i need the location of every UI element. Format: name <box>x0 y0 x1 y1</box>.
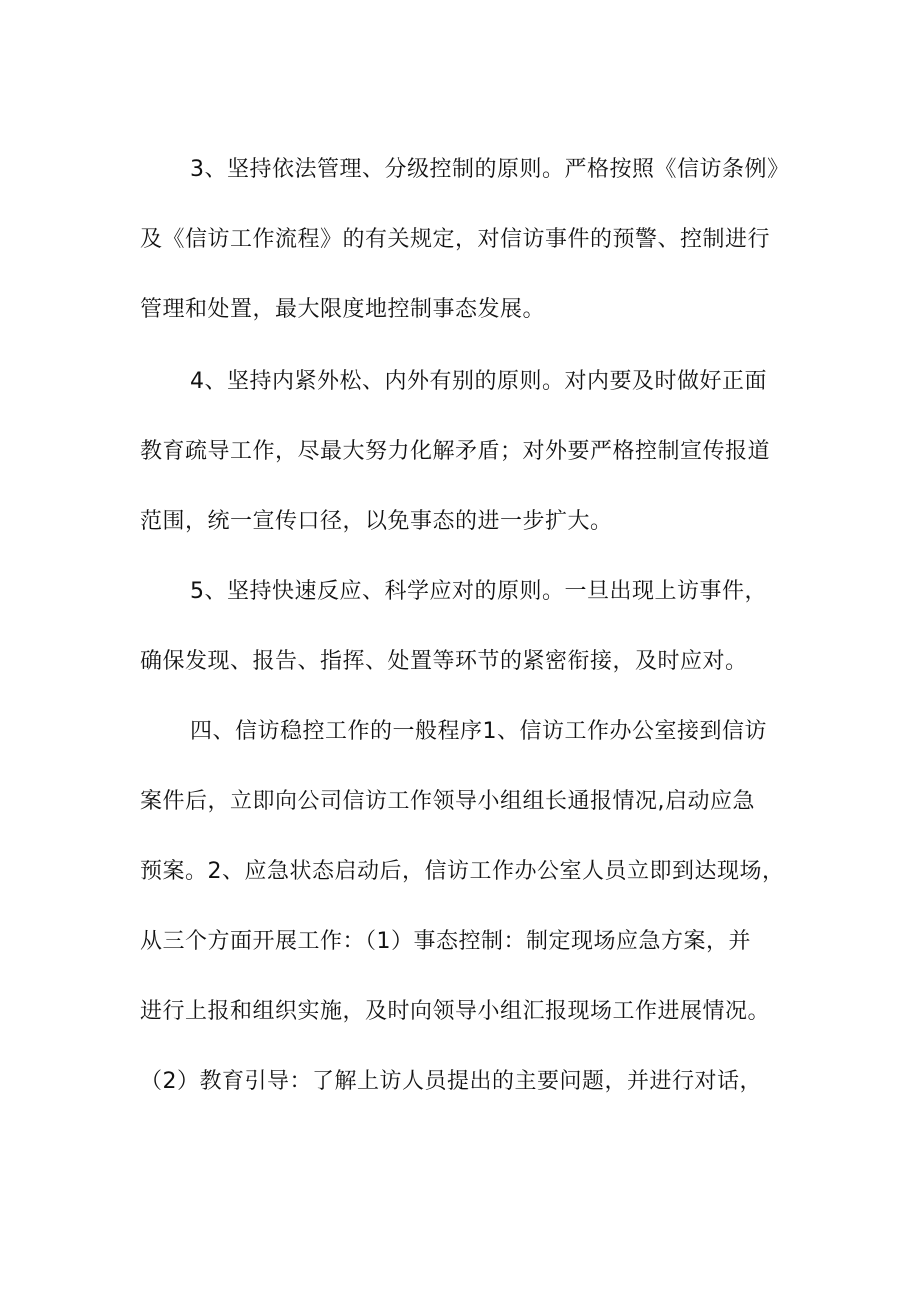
paragraph-4-line-4 <box>0 922 920 962</box>
paragraph-4-line-5-text: 进行上报和组织实施，及时向领导小组汇报现场工作进展情况。 <box>140 999 771 1024</box>
paragraph-1-line-3-text: 管理和处置，最大限度地控制事态发展。 <box>140 297 546 322</box>
paragraph-4-line-1-text: 四、信访稳控工作的一般程序1、信访工作办公室接到信访 <box>190 719 767 744</box>
paragraph-1-line-2 <box>0 220 920 260</box>
paragraph-3-line-2 <box>0 642 920 682</box>
paragraph-2-line-2 <box>0 432 920 472</box>
paragraph-4-line-1 <box>0 712 920 752</box>
paragraph-2-line-3-text: 范围，统一宣传口径，以免事态的进一步扩大。 <box>140 509 613 534</box>
paragraph-2-line-1-text: 4、坚持内紧外松、内外有别的原则。对内要及时做好正面 <box>190 369 767 394</box>
paragraph-4-line-6 <box>0 1062 920 1102</box>
paragraph-1-line-1 <box>0 150 920 190</box>
paragraph-3-line-2-text: 确保发现、报告、指挥、处置等环节的紧密衔接，及时应对。 <box>140 649 748 674</box>
paragraph-2-line-1 <box>0 362 920 402</box>
paragraph-2-line-2-text: 教育疏导工作，尽最大努力化解矛盾；对外要严格控制宣传报道 <box>140 439 771 464</box>
paragraph-4-line-3-text: 预案。2、应急状态启动后，信访工作办公室人员立即到达现场， <box>140 859 785 884</box>
paragraph-3-line-1 <box>0 572 920 612</box>
paragraph-1-line-1-text: 3、坚持依法管理、分级控制的原则。严格按照《信访条例》 <box>190 157 790 182</box>
paragraph-4-line-4-text: 从三个方面开展工作：（1）事态控制：制定现场应急方案，并 <box>140 929 751 954</box>
paragraph-4-line-5 <box>0 992 920 1032</box>
paragraph-4-line-3 <box>0 852 920 892</box>
paragraph-1-line-3 <box>0 290 920 330</box>
paragraph-3-line-1-text: 5、坚持快速反应、科学应对的原则。一旦出现上访事件， <box>190 579 767 604</box>
paragraph-2-line-3 <box>0 502 920 542</box>
paragraph-4-line-6-text: （2）教育引导：了解上访人员提出的主要问题，并进行对话， <box>140 1069 762 1094</box>
paragraph-1-line-2-text: 及《信访工作流程》的有关规定，对信访事件的预警、控制进行 <box>140 227 771 252</box>
paragraph-4-line-2-text: 案件后，立即向公司信访工作领导小组组长通报情况,启动应急 <box>140 789 755 814</box>
paragraph-4-line-2 <box>0 782 920 822</box>
